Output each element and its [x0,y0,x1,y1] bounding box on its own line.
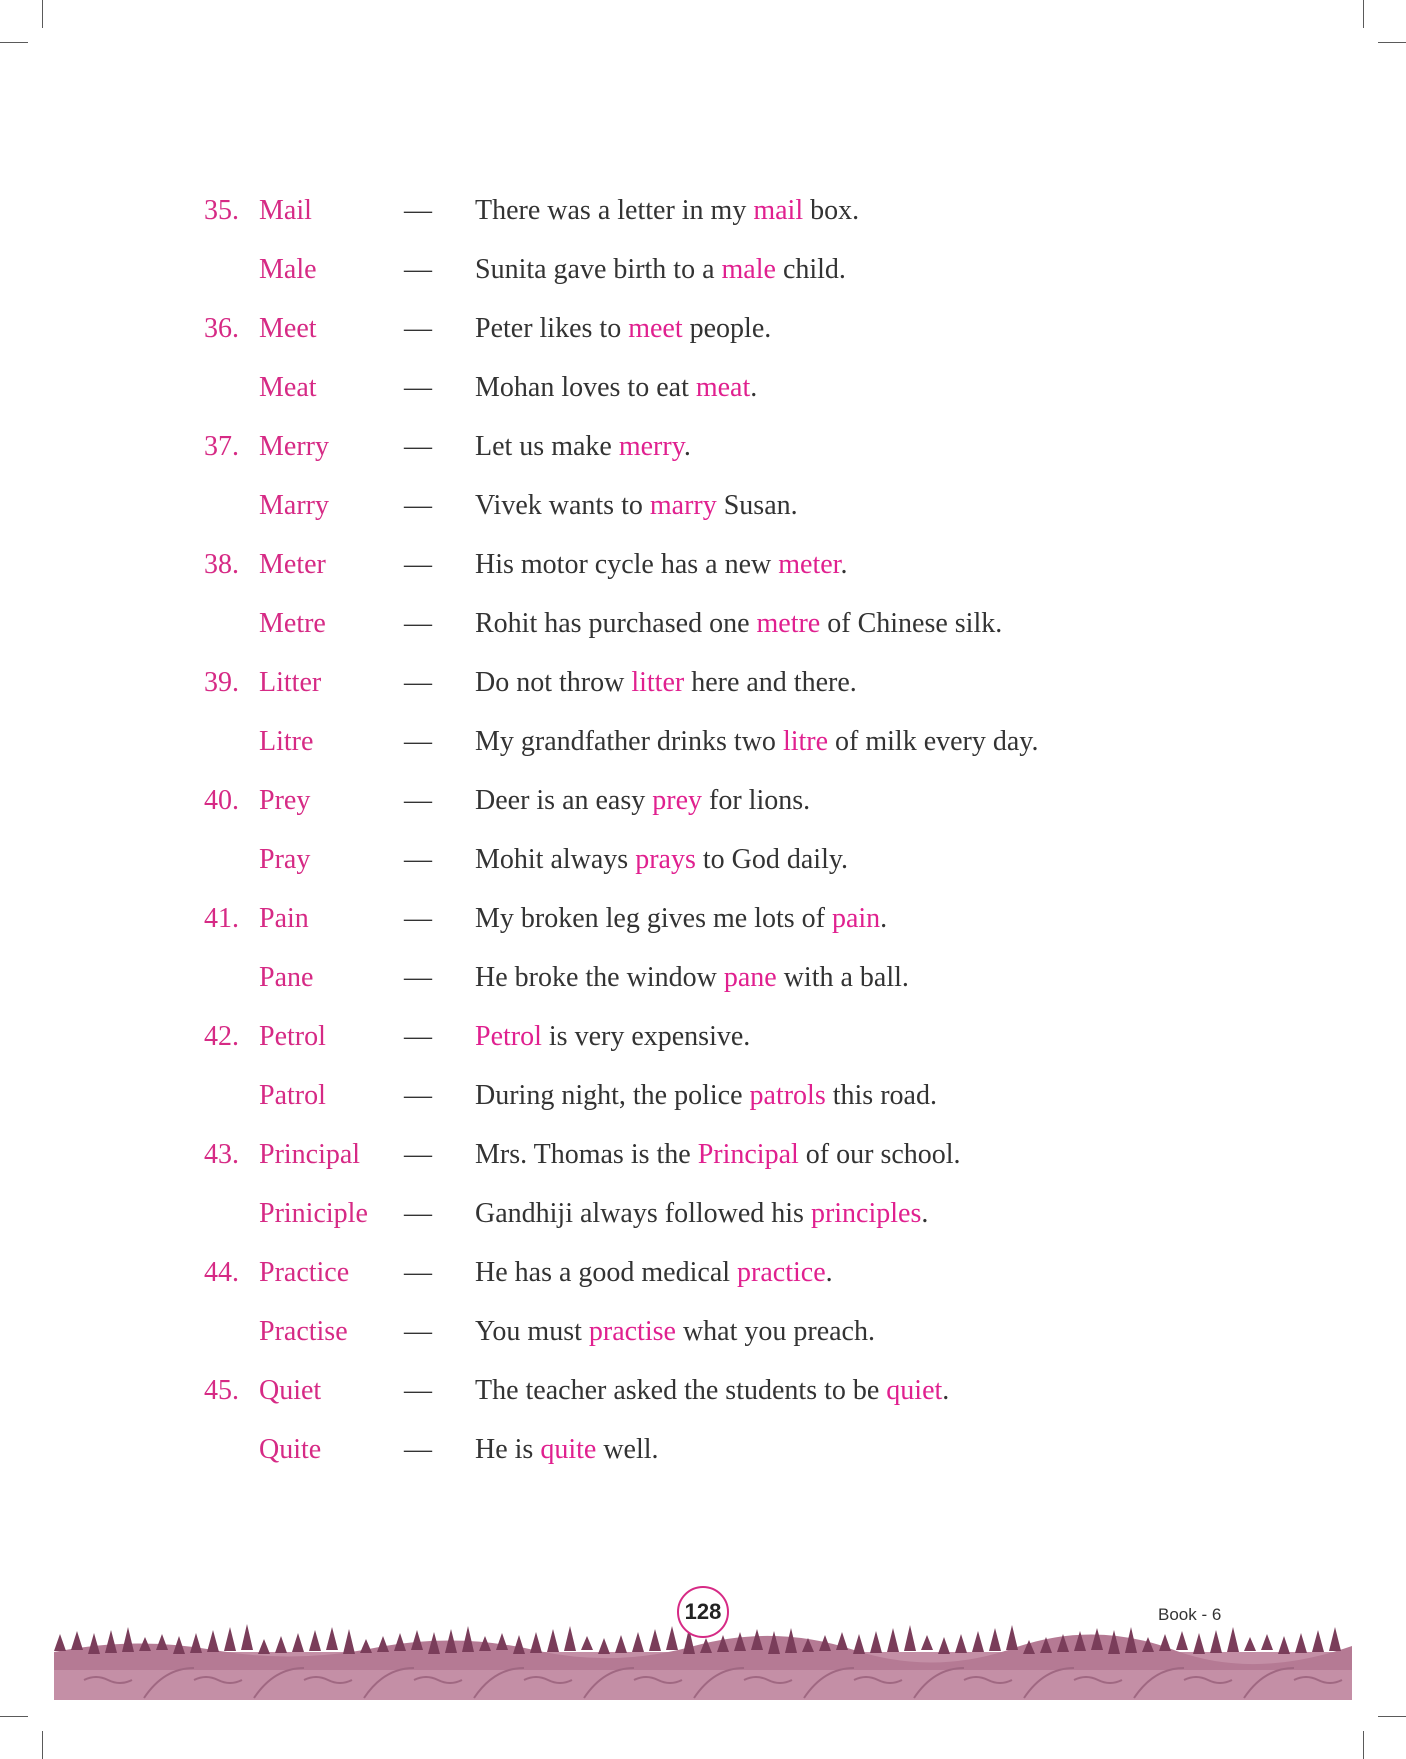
sentence-text: for lions. [702,785,811,816]
tree-icon [462,1626,474,1652]
example-sentence [475,722,1038,762]
list-item [0,781,1406,821]
sentence-text: Vivek wants to [475,490,650,521]
sentence-text: During night, the police [475,1080,750,1111]
example-sentence [475,1194,928,1234]
homophone-word: Practice [259,1257,350,1288]
sentence-text: Deer is an easy [475,785,653,816]
list-item [0,368,1406,408]
em-dash: — [404,254,432,285]
tree-icon [1227,1627,1239,1652]
sentence-text: is very expensive. [541,1021,751,1052]
em-dash: — [404,667,432,698]
example-sentence [475,663,857,703]
em-dash: — [404,1375,432,1406]
homophone-word: Meet [259,313,317,344]
example-sentence [475,1135,961,1175]
crop-mark [1378,1716,1406,1717]
list-item [0,958,1406,998]
tree-icon [1176,1631,1188,1650]
list-item [0,840,1406,880]
highlighted-word: litter [631,667,685,698]
sentence-text: Mohan loves to eat [475,372,696,403]
tree-icon [224,1627,236,1651]
item-number: 36. [204,313,239,344]
homophone-word: Meter [259,549,326,580]
em-dash: — [404,608,432,639]
example-sentence [475,604,1002,644]
page-number: 128 [677,1586,729,1638]
tree-icon [292,1633,304,1652]
example-sentence [475,1371,949,1411]
highlighted-word: patrols [749,1080,826,1111]
tree-icon [904,1625,916,1651]
list-item [0,1253,1406,1293]
tree-icon [156,1634,168,1650]
tree-icon [1278,1636,1290,1654]
sentence-text: Rohit has purchased one [475,608,757,639]
highlighted-word: quite [540,1434,597,1465]
sentence-text: . [921,1198,929,1229]
highlighted-word: merry [618,431,684,462]
sentence-text: There was a letter in my [475,195,754,226]
crop-mark [42,1731,43,1759]
list-item [0,1194,1406,1234]
tree-icon [887,1628,899,1652]
highlighted-word: Petrol [475,1021,542,1052]
tree-icon [411,1630,423,1650]
homophone-word: Marry [259,490,329,521]
em-dash: — [404,431,432,462]
tree-icon [122,1627,134,1652]
item-number: 37. [204,431,239,462]
sentence-text: My grandfather drinks two [475,726,783,757]
sentence-text: to God daily. [695,844,849,875]
list-item [0,250,1406,290]
tree-icon [938,1637,950,1654]
tree-icon [547,1629,559,1652]
crop-mark [1363,1731,1364,1759]
list-item [0,899,1406,939]
tree-icon [989,1628,1001,1651]
example-sentence [475,1312,875,1352]
homophone-word: Litre [259,726,314,757]
tree-icon [190,1633,202,1653]
example-sentence [475,781,810,821]
em-dash: — [404,490,432,521]
item-number: 43. [204,1139,239,1170]
sentence-text: . [942,1375,950,1406]
homophone-word: Meat [259,372,317,403]
item-number: 38. [204,549,239,580]
sentence-text: . [683,431,691,462]
sentence-text: You must [475,1316,589,1347]
tree-icon [105,1630,117,1653]
tree-icon [1159,1634,1171,1651]
homophone-word: Petrol [259,1021,326,1052]
homophone-word: Priniciple [259,1198,368,1229]
tree-icon [207,1630,219,1652]
tree-icon [394,1633,406,1651]
tree-icon [360,1639,372,1653]
highlighted-word: litre [782,726,829,757]
highlighted-word: prays [635,844,696,875]
em-dash: — [404,962,432,993]
sentence-text: Let us make [475,431,619,462]
homophone-word: Prey [259,785,311,816]
sentence-text: . [825,1257,833,1288]
tree-icon [241,1624,253,1650]
sentence-text: . [880,903,888,934]
highlighted-word: practice [737,1257,826,1288]
list-item [0,1371,1406,1411]
sentence-text: here and there. [684,667,857,698]
example-sentence [475,545,847,585]
list-item [0,1312,1406,1352]
em-dash: — [404,195,432,226]
homophone-word: Male [259,254,317,285]
highlighted-word: principles [810,1198,922,1229]
list-item [0,1430,1406,1470]
tree-icon [836,1632,848,1650]
tree-icon [1329,1627,1341,1651]
homophone-word: Litter [259,667,322,698]
highlighted-word: quiet [886,1375,943,1406]
tree-icon [853,1634,865,1654]
item-number: 41. [204,903,239,934]
crop-mark [0,1716,28,1717]
tree-icon [54,1634,66,1651]
highlighted-word: mail [753,195,804,226]
item-number: 45. [204,1375,239,1406]
sentence-text: of milk every day. [828,726,1039,757]
tree-icon [1244,1637,1256,1651]
tree-icon [581,1636,593,1650]
highlighted-word: male [721,254,776,285]
em-dash: — [404,549,432,580]
sentence-text: box. [803,195,860,226]
item-number: 40. [204,785,239,816]
crop-mark [1363,0,1364,28]
example-sentence [475,250,846,290]
list-item [0,663,1406,703]
em-dash: — [404,844,432,875]
crop-mark [1378,42,1406,43]
example-sentence [475,368,757,408]
example-sentence [475,899,887,939]
list-item [0,1076,1406,1116]
tree-icon [326,1627,338,1650]
em-dash: — [404,372,432,403]
list-item [0,722,1406,762]
em-dash: — [404,1021,432,1052]
homophone-word: Principal [259,1139,361,1170]
book-label: Book - 6 [1158,1605,1222,1624]
highlighted-word: Principal [697,1139,799,1170]
sentence-text: well. [596,1434,659,1465]
tree-icon [615,1635,627,1653]
example-sentence [475,1253,833,1293]
highlighted-word: pane [723,962,777,993]
tree-icon [1312,1630,1324,1652]
tree-icon [377,1636,389,1652]
sentence-text: The teacher asked the students to be [475,1375,887,1406]
item-number: 35. [204,195,239,226]
highlighted-word: meter [778,549,841,580]
tree-icon [1210,1630,1222,1653]
item-number: 39. [204,667,239,698]
crop-mark [42,0,43,28]
tree-icon [275,1636,287,1653]
em-dash: — [404,1316,432,1347]
sentence-text: Sunita gave birth to a [475,254,722,285]
highlighted-word: metre [756,608,821,639]
list-item [0,545,1406,585]
sentence-text: Mohit always [475,844,636,875]
sentence-text: people. [682,313,772,344]
example-sentence [475,1430,659,1470]
em-dash: — [404,1434,432,1465]
em-dash: — [404,1139,432,1170]
homophone-word: Quite [259,1434,322,1465]
item-number: 42. [204,1021,239,1052]
tree-icon [88,1633,100,1654]
list-item [0,309,1406,349]
homophone-word: Pane [259,962,314,993]
homophone-word: Pray [259,844,311,875]
sentence-text: . [840,549,848,580]
crop-mark [0,42,28,43]
list-item [0,1017,1406,1057]
tree-icon [343,1629,355,1654]
sentence-text: Do not throw [475,667,632,698]
sentence-text: . [750,372,758,403]
example-sentence [475,427,691,467]
sentence-text: He has a good medical [475,1257,738,1288]
tree-icon [71,1631,83,1650]
em-dash: — [404,1080,432,1111]
highlighted-word: practise [588,1316,676,1347]
tree-icon [921,1635,933,1650]
em-dash: — [404,785,432,816]
tree-icon [649,1629,661,1651]
tree-icon [1261,1634,1273,1650]
em-dash: — [404,1198,432,1229]
example-sentence [475,840,848,880]
highlighted-word: marry [649,490,717,521]
tree-icon [1193,1633,1205,1654]
tree-icon [1295,1633,1307,1653]
highlighted-word: meet [628,313,683,344]
tree-icon [496,1633,508,1650]
homophone-word: Quiet [259,1375,322,1406]
homophone-word: Pain [259,903,309,934]
tree-icon [870,1631,882,1653]
sentence-text: He is [475,1434,541,1465]
tree-icon [258,1639,270,1654]
sentence-text: child. [775,254,846,285]
homophone-word: Merry [259,431,329,462]
tree-icon [564,1626,576,1651]
list-item [0,191,1406,231]
sentence-text: My broken leg gives me lots of [475,903,832,934]
tree-icon [955,1634,967,1653]
sentence-text: Gandhiji always followed his [475,1198,811,1229]
list-item [0,604,1406,644]
highlighted-word: meat [695,372,751,403]
tree-icon [598,1638,610,1654]
sentence-text: of Chinese silk. [820,608,1003,639]
example-sentence [475,486,798,526]
em-dash: — [404,313,432,344]
homophone-word: Mail [259,195,312,226]
highlighted-word: prey [652,785,703,816]
tree-icon [632,1632,644,1652]
em-dash: — [404,903,432,934]
example-sentence [475,958,909,998]
sentence-text: of our school. [798,1139,961,1170]
em-dash: — [404,726,432,757]
tree-icon [513,1635,525,1654]
sentence-text: what you preach. [675,1316,875,1347]
sentence-text: He broke the window [475,962,724,993]
sentence-text: this road. [825,1080,937,1111]
list-item [0,486,1406,526]
example-sentence [475,1017,750,1057]
tree-icon [666,1626,678,1650]
sentence-text: His motor cycle has a new [475,549,779,580]
tree-icon [972,1631,984,1652]
homophone-word: Metre [259,608,326,639]
em-dash: — [404,1257,432,1288]
sentence-text: Mrs. Thomas is the [475,1139,698,1170]
item-number: 44. [204,1257,239,1288]
example-sentence [475,1076,937,1116]
homophone-word: Practise [259,1316,348,1347]
tree-icon [530,1632,542,1653]
tree-icon [309,1630,321,1651]
homophone-word: Patrol [259,1080,326,1111]
highlighted-word: pain [831,903,881,934]
list-item [0,427,1406,467]
tree-icon [1006,1625,1018,1650]
example-sentence [475,309,771,349]
example-sentence [475,191,859,231]
sentence-text: Peter likes to [475,313,629,344]
sentence-text: with a ball. [776,962,909,993]
list-item [0,1135,1406,1175]
sentence-text: Susan. [716,490,798,521]
